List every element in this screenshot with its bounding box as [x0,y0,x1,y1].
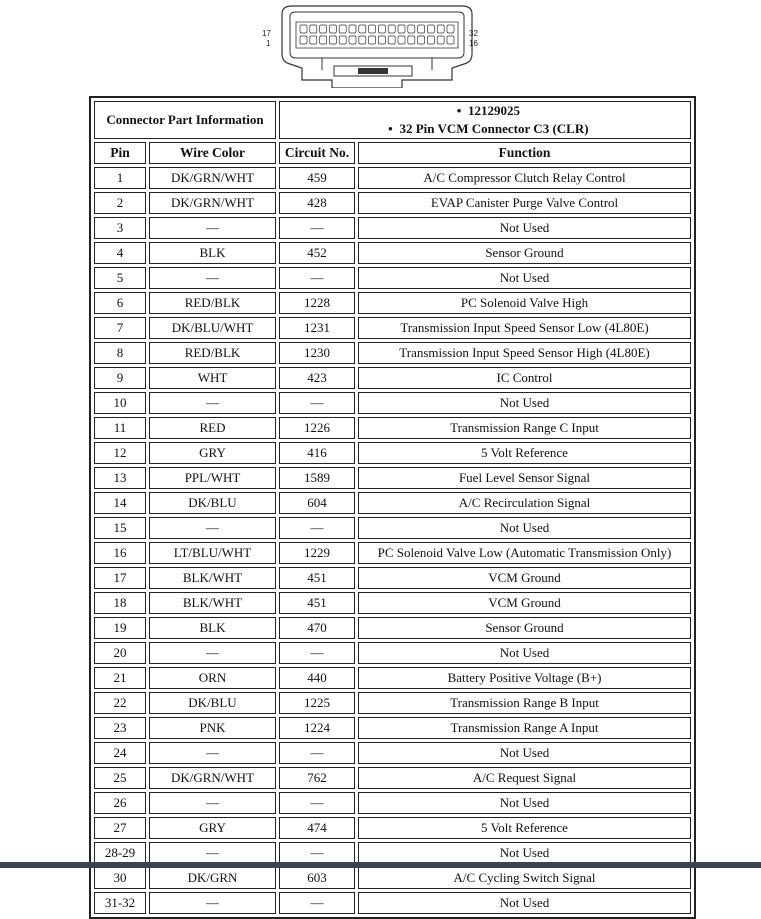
cell-pin: 16 [94,542,146,564]
pin-cavity [408,36,415,44]
cell-function: PC Solenoid Valve High [358,292,691,314]
cell-pin: 28-29 [94,842,146,864]
cell-function: VCM Ground [358,567,691,589]
cell-function: 5 Volt Reference [358,442,691,464]
pin-cavity [310,25,317,33]
pin-cavity [329,25,336,33]
table-row [94,767,691,789]
cell-wire-color: ORN [149,667,276,689]
cell-pin: 12 [94,442,146,464]
part-info-row [94,101,691,139]
connector-description: • 32 Pin VCM Connector C3 (CLR) [280,120,690,138]
cell-pin: 2 [94,192,146,214]
cell-circuit-no: 474 [279,817,355,839]
cell-wire-color: PNK [149,717,276,739]
cell-pin: 18 [94,592,146,614]
cell-pin: 23 [94,717,146,739]
cell-function: Transmission Range B Input [358,692,691,714]
cell-pin: 15 [94,517,146,539]
pin-cavity [320,25,327,33]
pin-label-17: 17 [262,29,271,38]
bottom-bar [0,862,761,868]
cell-function: Not Used [358,392,691,414]
cell-circuit-no: 1224 [279,717,355,739]
cell-pin: 24 [94,742,146,764]
cell-wire-color: BLK [149,242,276,264]
cell-function: Not Used [358,892,691,914]
pin-cavity [388,25,395,33]
cell-function: EVAP Canister Purge Valve Control [358,192,691,214]
cell-function: Not Used [358,842,691,864]
cell-wire-color: DK/BLU [149,692,276,714]
table-row [94,417,691,439]
pinout-table [89,96,696,919]
cell-wire-color: DK/GRN [149,867,276,889]
pin-cavity [447,25,454,33]
cell-function: Not Used [358,642,691,664]
cell-wire-color: DK/GRN/WHT [149,167,276,189]
cell-function: Not Used [358,217,691,239]
header-function: Function [358,142,691,164]
cell-wire-color: RED/BLK [149,342,276,364]
table-row [94,717,691,739]
pin-cavity [349,25,356,33]
pin-cavity [349,36,356,44]
table-row [94,742,691,764]
table-row [94,892,691,914]
cell-function: 5 Volt Reference [358,817,691,839]
cell-function: A/C Request Signal [358,767,691,789]
cell-circuit-no: 604 [279,492,355,514]
cell-function: Transmission Input Speed Sensor High (4L80E) [358,342,691,364]
cell-circuit-no: 1231 [279,317,355,339]
cell-circuit-no: 416 [279,442,355,464]
cell-circuit-no: 451 [279,592,355,614]
cell-circuit-no: 440 [279,667,355,689]
pin-cavity [378,36,385,44]
pin-cavity [437,36,444,44]
cell-wire-color: — [149,892,276,914]
cell-function: Fuel Level Sensor Signal [358,467,691,489]
cell-function: Transmission Range C Input [358,417,691,439]
cell-circuit-no: — [279,392,355,414]
cell-wire-color: WHT [149,367,276,389]
cell-wire-color: BLK/WHT [149,567,276,589]
cell-circuit-no: — [279,892,355,914]
cell-circuit-no: 603 [279,867,355,889]
cell-function: Transmission Input Speed Sensor Low (4L80E) [358,317,691,339]
pin-cavity [300,36,307,44]
cell-function: Battery Positive Voltage (B+) [358,667,691,689]
table-row [94,542,691,564]
cell-pin: 11 [94,417,146,439]
cell-wire-color: BLK [149,617,276,639]
table-row [94,467,691,489]
cell-function: PC Solenoid Valve Low (Automatic Transmission Only) [358,542,691,564]
pin-cavity [339,36,346,44]
cell-wire-color: DK/GRN/WHT [149,192,276,214]
cell-wire-color: — [149,792,276,814]
cell-wire-color: PPL/WHT [149,467,276,489]
table-row [94,442,691,464]
cell-function: A/C Compressor Clutch Relay Control [358,167,691,189]
cell-pin: 26 [94,792,146,814]
table-row [94,667,691,689]
table-row [94,642,691,664]
pin-label-16: 16 [469,39,478,48]
cell-wire-color: — [149,217,276,239]
cell-circuit-no: 1226 [279,417,355,439]
cell-function: Not Used [358,792,691,814]
cell-wire-color: — [149,392,276,414]
cell-circuit-no: 1229 [279,542,355,564]
cell-circuit-no: 1589 [279,467,355,489]
table-row [94,392,691,414]
pin-cavity [329,36,336,44]
cell-pin: 20 [94,642,146,664]
header-row [94,142,691,164]
cell-circuit-no: — [279,742,355,764]
cell-pin: 7 [94,317,146,339]
pin-cavity [320,36,327,44]
pin-cavity [398,36,405,44]
cell-pin: 5 [94,267,146,289]
pin-cavity [437,25,444,33]
pin-cavity [369,25,376,33]
cell-wire-color: GRY [149,817,276,839]
cell-wire-color: BLK/WHT [149,592,276,614]
cell-pin: 3 [94,217,146,239]
pin-cavity [310,36,317,44]
cell-circuit-no: 428 [279,192,355,214]
pin-cavity [339,25,346,33]
header-wire-color: Wire Color [149,142,276,164]
table-row [94,367,691,389]
cell-circuit-no: 459 [279,167,355,189]
table-row [94,692,691,714]
table-row [94,867,691,889]
cell-pin: 25 [94,767,146,789]
pin-cavity [418,36,425,44]
part-number: • 12129025 [280,102,690,120]
pin-cavity [418,25,425,33]
cell-wire-color: GRY [149,442,276,464]
table-row [94,817,691,839]
cell-circuit-no: 1230 [279,342,355,364]
cell-circuit-no: 762 [279,767,355,789]
connector-outline-icon [262,4,492,88]
pin-cavity [408,25,415,33]
cell-circuit-no: — [279,517,355,539]
cell-function: Sensor Ground [358,617,691,639]
cell-pin: 9 [94,367,146,389]
part-info-label: Connector Part Information [94,101,276,139]
cell-pin: 6 [94,292,146,314]
cell-circuit-no: — [279,842,355,864]
cell-pin: 10 [94,392,146,414]
cell-circuit-no: 452 [279,242,355,264]
cell-function: Not Used [358,267,691,289]
cell-pin: 17 [94,567,146,589]
cell-pin: 19 [94,617,146,639]
table-row [94,592,691,614]
table-row [94,492,691,514]
cell-wire-color: RED [149,417,276,439]
cell-pin: 30 [94,867,146,889]
cell-pin: 13 [94,467,146,489]
cell-wire-color: DK/GRN/WHT [149,767,276,789]
cell-function: Sensor Ground [358,242,691,264]
table-row [94,567,691,589]
cell-pin: 8 [94,342,146,364]
pin-cavity [427,36,434,44]
cell-circuit-no: 1228 [279,292,355,314]
pin-label-32: 32 [469,29,478,38]
pin-cavity [427,25,434,33]
part-info-values [279,101,691,139]
table-row [94,167,691,189]
cell-pin: 27 [94,817,146,839]
pin-cavity [378,25,385,33]
cell-circuit-no: — [279,642,355,664]
cell-function: Transmission Range A Input [358,717,691,739]
cell-wire-color: — [149,842,276,864]
header-circuit-no: Circuit No. [279,142,355,164]
table-row [94,617,691,639]
cell-function: Not Used [358,517,691,539]
cell-pin: 14 [94,492,146,514]
cell-function: Not Used [358,742,691,764]
cell-circuit-no: 470 [279,617,355,639]
cell-function: VCM Ground [358,592,691,614]
table-row [94,267,691,289]
pin-cavity [369,36,376,44]
cell-wire-color: RED/BLK [149,292,276,314]
cell-function: A/C Recirculation Signal [358,492,691,514]
pin-cavity [359,36,366,44]
table-row [94,842,691,864]
cell-circuit-no: — [279,792,355,814]
table-row [94,242,691,264]
cell-circuit-no: — [279,217,355,239]
table-row [94,192,691,214]
table-row [94,317,691,339]
table-row [94,517,691,539]
cell-function: IC Control [358,367,691,389]
cell-wire-color: DK/BLU/WHT [149,317,276,339]
cell-wire-color: — [149,642,276,664]
cell-wire-color: — [149,267,276,289]
connector-diagram [262,4,492,88]
cell-wire-color: — [149,517,276,539]
table-row [94,217,691,239]
cell-circuit-no: 1225 [279,692,355,714]
cell-circuit-no: 423 [279,367,355,389]
pin-cavity [300,25,307,33]
header-pin: Pin [94,142,146,164]
cell-function: A/C Cycling Switch Signal [358,867,691,889]
cell-wire-color: DK/BLU [149,492,276,514]
pin-cavity [388,36,395,44]
cell-circuit-no: 451 [279,567,355,589]
pin-label-1: 1 [266,39,271,48]
cell-pin: 4 [94,242,146,264]
pin-cavity [447,36,454,44]
cell-pin: 1 [94,167,146,189]
cell-pin: 31-32 [94,892,146,914]
cell-wire-color: — [149,742,276,764]
table-row [94,792,691,814]
cell-wire-color: LT/BLU/WHT [149,542,276,564]
table-row [94,342,691,364]
pin-cavity [359,25,366,33]
cell-pin: 21 [94,667,146,689]
table-row [94,292,691,314]
cell-circuit-no: — [279,267,355,289]
cell-pin: 22 [94,692,146,714]
pin-cavity [398,25,405,33]
table-body [94,167,691,914]
